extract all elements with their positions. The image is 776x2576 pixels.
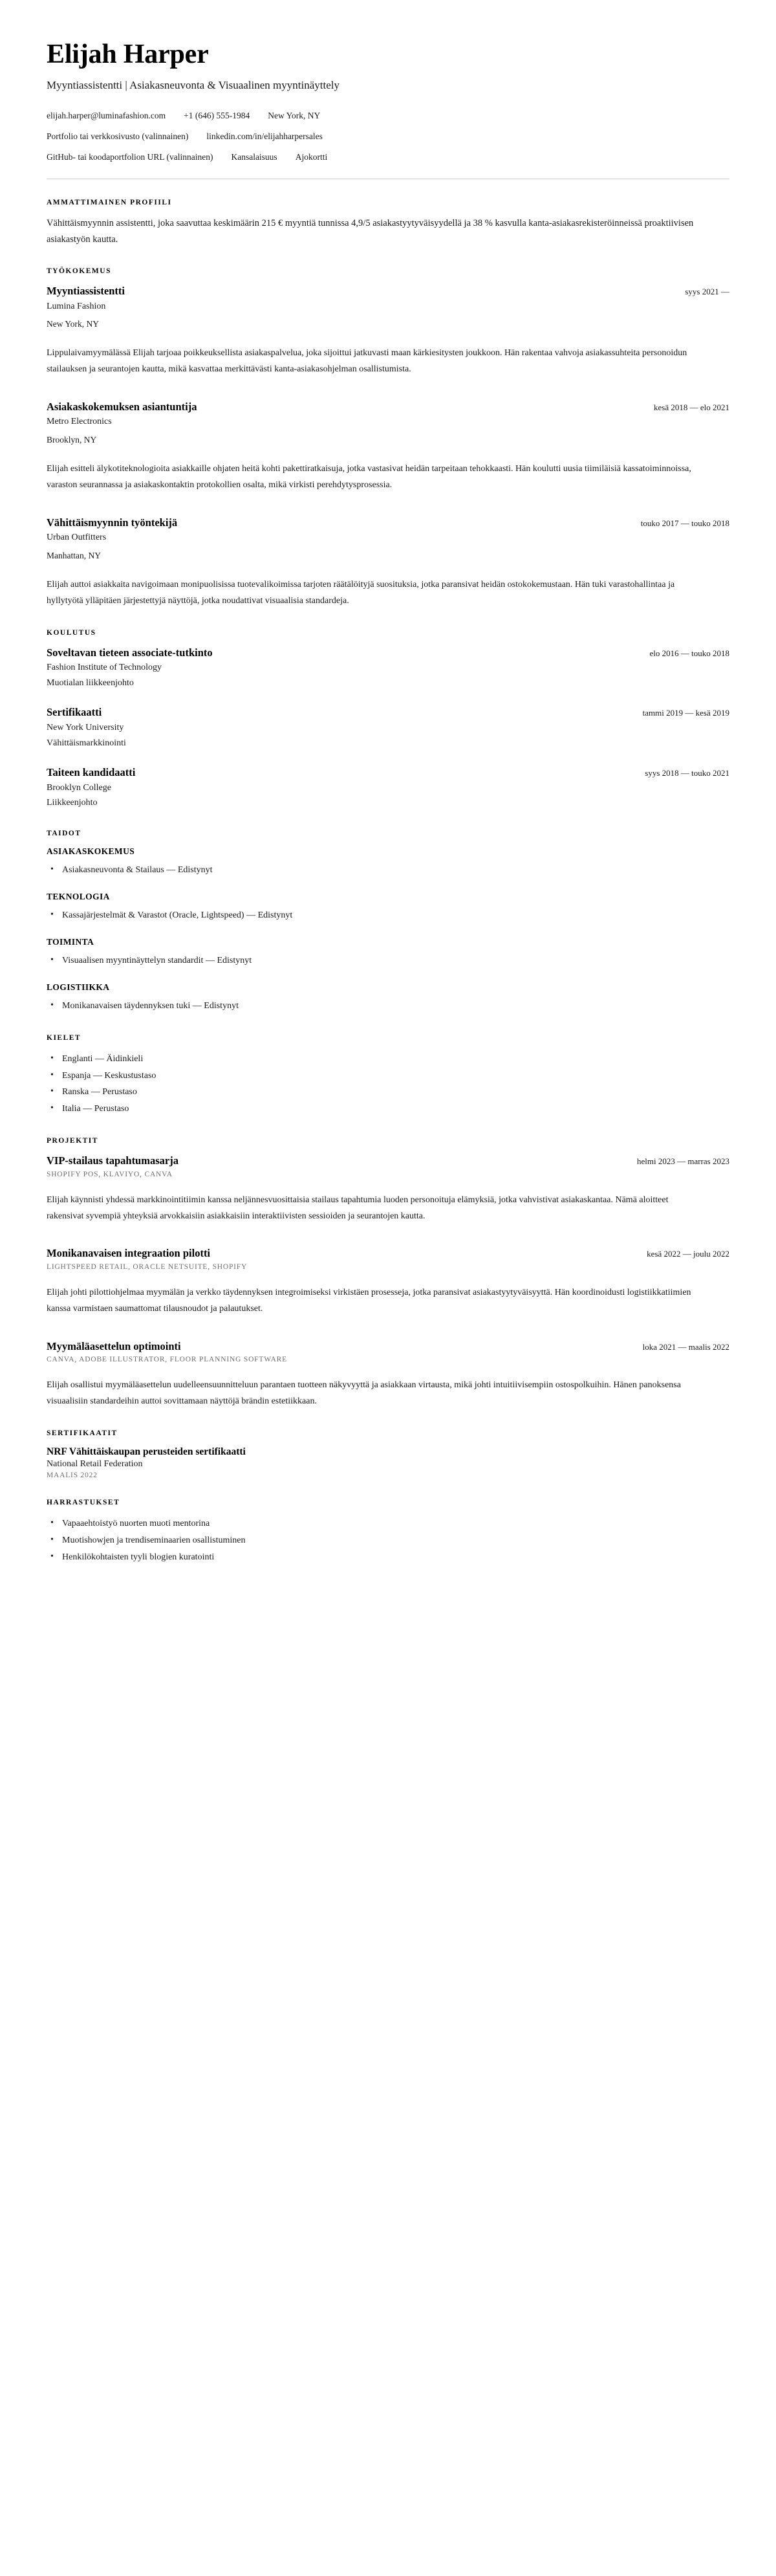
- section-education: [47, 629, 729, 810]
- contact-line-extra: [47, 151, 729, 164]
- language-list: [47, 1051, 729, 1118]
- education-entry-head: [47, 705, 729, 719]
- section-title-skills: TAIDOT: [47, 830, 81, 838]
- education-date: elo 2016 — touko 2018: [649, 648, 729, 658]
- project-description: Elijah osallistui myymäläasettelun uudelleensuunnitteluun parantaen tuotteen näkyvyyttä ja asiakkaan virtausta, mikä johti intuitiivisempiin ostospolkuihin. Hänen panoksensa visuaalisiin standardeihin auttoi sovittamaan näyttöjä brändin estetiikkaan.: [47, 1380, 681, 1407]
- experience-company: Urban Outfitters: [47, 533, 107, 543]
- skill-item: • Monikanavaisen täydennyksen tuki — Edistynyt: [47, 998, 729, 1015]
- education-degree: Taiteen kandidaatti: [47, 766, 136, 779]
- language-item: • Englanti — Äidinkieli: [47, 1051, 729, 1068]
- contact-line-primary: [47, 109, 729, 123]
- education-field: Muotialan liikkeenjohto: [47, 677, 134, 688]
- language-item: • Italia — Perustaso: [47, 1101, 729, 1117]
- contact-linkedin[interactable]: linkedin.com/in/elijahharpersales: [206, 131, 323, 142]
- skill-list: [47, 998, 729, 1015]
- education-entry: [47, 765, 729, 810]
- section-title-certifications: SERTIFIKAATIT: [47, 1429, 118, 1437]
- candidate-name: Elijah Harper: [47, 39, 209, 69]
- project-entry-head: [47, 1154, 729, 1167]
- contact-email[interactable]: elijah.harper@luminafashion.com: [47, 111, 166, 121]
- experience-location: New York, NY: [47, 319, 100, 329]
- project-date: kesä 2022 — joulu 2022: [647, 1249, 729, 1259]
- skill-item: • Kassajärjestelmät & Varastot (Oracle, Lightspeed) — Edistynyt: [47, 907, 729, 924]
- certification-entry: [47, 1446, 729, 1479]
- section-title-summary: AMMATTIMAINEN PROFIILI: [47, 199, 172, 207]
- section-certifications: [47, 1429, 729, 1479]
- skill-group: [47, 892, 729, 924]
- section-languages: [47, 1034, 729, 1118]
- experience-role: Vähittäismyynnin työntekijä: [47, 516, 178, 529]
- experience-description: Lippulaivamyymälässä Elijah tarjoaa poikkeuksellista asiakaspalvelua, joka sijoittui jatkuvasti maan kärkiesitysten joukkoon. Hän rakentaa vahvoja asiakassuhteita personoidun stailauksen ja seurantojen kautta, mikä kasvattaa merkittävästi kanta-asiakasohjelman osallistumista.: [47, 348, 687, 375]
- experience-role: Myyntiassistentti: [47, 285, 125, 298]
- project-entry: [47, 1246, 729, 1317]
- experience-entry-head: [47, 516, 729, 529]
- contact-github[interactable]: GitHub- tai koodaportfolion URL (valinnainen): [47, 152, 213, 162]
- project-name: Myymäläasettelun optimointi: [47, 1339, 181, 1352]
- project-description: Elijah käynnisti yhdessä markkinointitiimin kanssa neljännesvuosittaisia stailaus tapahtumia luoden personoituja elämyksiä, jotka vahvistivat asiakaskantaa. Nämä aloitteet rakensivat syvempiä yhteyksiä arvokkaisiin asiakkaisiin interaktiivisten sessioiden ja seurantojen kautta.: [47, 1194, 669, 1221]
- project-name: VIP-stailaus tapahtumasarja: [47, 1154, 178, 1167]
- education-entry: [47, 705, 729, 750]
- experience-entry: [47, 516, 729, 610]
- section-experience: [47, 267, 729, 610]
- language-item: • Espanja — Keskustustaso: [47, 1068, 729, 1084]
- project-entry: [47, 1339, 729, 1410]
- experience-company: Metro Electronics: [47, 417, 112, 427]
- education-degree: Sertifikaatti: [47, 706, 102, 719]
- skill-item: • Visuaalisen myyntinäyttelyn standardit — Edistynyt: [47, 952, 729, 969]
- summary-text: Vähittäismyynnin assistentti, joka saavuttaa keskimäärin 215 € myyntiä tunnissa 4,9/5 asiakastyytyväisyydellä ja 38 % kasvulla kanta-asiakasrekisteröinneissä proaktiivisen asiakastyön kautta.: [47, 218, 694, 245]
- education-entry-head: [47, 765, 729, 779]
- section-title-languages: KIELET: [47, 1033, 81, 1042]
- skill-list: [47, 907, 729, 924]
- contact-line-links: [47, 130, 729, 144]
- contact-drivers-license: Ajokortti: [295, 152, 328, 162]
- project-entry-head: [47, 1246, 729, 1260]
- project-entry: [47, 1154, 729, 1224]
- experience-date: syys 2021 —: [685, 287, 729, 297]
- project-date: helmi 2023 — marras 2023: [637, 1156, 729, 1167]
- project-stack: CANVA, ADOBE ILLUSTRATOR, FLOOR PLANNING SOFTWARE: [47, 1356, 287, 1364]
- contact-phone[interactable]: +1 (646) 555-1984: [184, 111, 250, 121]
- section-hobbies: [47, 1499, 729, 1566]
- certification-date: MAALIS 2022: [47, 1471, 98, 1479]
- education-school: Brooklyn College: [47, 782, 111, 793]
- skill-group: [47, 982, 729, 1015]
- hobby-item: • Muotishowjen ja trendiseminaarien osallistuminen: [47, 1532, 729, 1549]
- experience-description: Elijah auttoi asiakkaita navigoimaan monipuolisissa tuotevalikoimissa tarjoten räätälöityjä suosituksia, jotka paransivat heidän ostokokemustaan. Hän tuki varastohallintaa ja hyllytyötä ylläpitäen järjestettyjä näyttöjä, jotka noudattivat visuaalisia standardeja.: [47, 579, 675, 606]
- experience-date: touko 2017 — touko 2018: [640, 518, 729, 528]
- certification-name: NRF Vähittäiskaupan perusteiden sertifikaatti: [47, 1446, 246, 1457]
- experience-location: Brooklyn, NY: [47, 435, 97, 445]
- education-field: Vähittäismarkkinointi: [47, 738, 126, 748]
- section-title-hobbies: HARRASTUKSET: [47, 1498, 120, 1506]
- education-entry: [47, 646, 729, 690]
- experience-role: Asiakaskokemuksen asiantuntija: [47, 400, 197, 413]
- experience-entry: [47, 284, 729, 378]
- candidate-headline: Myyntiassistentti | Asiakasneuvonta & Visuaalinen myyntinäyttely: [47, 79, 339, 92]
- project-entry-head: [47, 1339, 729, 1353]
- skill-item: • Asiakasneuvonta & Stailaus — Edistynyt: [47, 862, 729, 879]
- certification-issuer: National Retail Federation: [47, 1459, 143, 1469]
- hobby-item: • Vapaaehtoistyö nuorten muoti mentorina: [47, 1515, 729, 1532]
- education-degree: Soveltavan tieteen associate-tutkinto: [47, 646, 213, 659]
- project-date: loka 2021 — maalis 2022: [642, 1341, 729, 1352]
- section-title-projects: PROJEKTIT: [47, 1137, 98, 1145]
- section-summary: [47, 199, 729, 248]
- education-date: tammi 2019 — kesä 2019: [642, 708, 729, 718]
- education-entry-head: [47, 646, 729, 659]
- experience-date: kesä 2018 — elo 2021: [654, 402, 729, 412]
- project-stack: SHOPIFY POS, KLAVIYO, CANVA: [47, 1170, 173, 1178]
- section-skills: [47, 830, 729, 1015]
- skill-list: [47, 862, 729, 879]
- contact-citizenship: Kansalaisuus: [231, 152, 277, 162]
- hobby-list: [47, 1515, 729, 1566]
- project-stack: LIGHTSPEED RETAIL, ORACLE NETSUITE, SHOPIFY: [47, 1262, 248, 1271]
- skill-group: [47, 846, 729, 879]
- skill-category: LOGISTIIKKA: [47, 982, 110, 992]
- experience-entry-head: [47, 400, 729, 413]
- experience-company: Lumina Fashion: [47, 301, 106, 311]
- skill-group: [47, 937, 729, 969]
- hobby-item: • Henkilökohtaisten tyyli blogien kuratointi: [47, 1549, 729, 1566]
- skill-category: TEKNOLOGIA: [47, 892, 110, 901]
- experience-entry-head: [47, 284, 729, 298]
- education-school: New York University: [47, 722, 124, 732]
- skill-category: ASIAKASKOKEMUS: [47, 846, 135, 857]
- experience-entry: [47, 400, 729, 494]
- section-projects: [47, 1137, 729, 1410]
- education-field: Liikkeenjohto: [47, 798, 98, 808]
- experience-description: Elijah esitteli älykotiteknologioita asiakkaille ohjaten heitä kohti pakettiratkaisuja, jotka vastasivat heidän tarpeitaan tehokkaasti. Hän koulutti uusia tiimiläisiä kassatoiminnoissa, varaston seurannassa ja asiakaskontaktin protokollien osalta, mikä virkisti perehdytysprosessia.: [47, 464, 691, 490]
- resume-header: [47, 40, 729, 164]
- section-title-education: KOULUTUS: [47, 628, 96, 637]
- education-school: Fashion Institute of Technology: [47, 663, 162, 673]
- language-item: • Ranska — Perustaso: [47, 1084, 729, 1101]
- skill-list: [47, 952, 729, 969]
- skill-category: TOIMINTA: [47, 936, 94, 947]
- project-name: Monikanavaisen integraation pilotti: [47, 1247, 211, 1260]
- project-description: Elijah johti pilottiohjelmaa myymälän ja verkko täydennyksen integroimiseksi virkistäen prosesseja, jotka paransivat asiakastyytyväisyyttä. Hän koordinoidusti logistiikkatiimien kanssa varmistaen saumattomat tilausnoudot ja palautukset.: [47, 1287, 691, 1314]
- contact-location: New York, NY: [268, 111, 321, 121]
- experience-location: Manhattan, NY: [47, 550, 101, 560]
- contact-portfolio[interactable]: Portfolio tai verkkosivusto (valinnainen): [47, 131, 189, 142]
- section-title-experience: TYÖKOKEMUS: [47, 267, 111, 276]
- education-date: syys 2018 — touko 2021: [645, 768, 729, 778]
